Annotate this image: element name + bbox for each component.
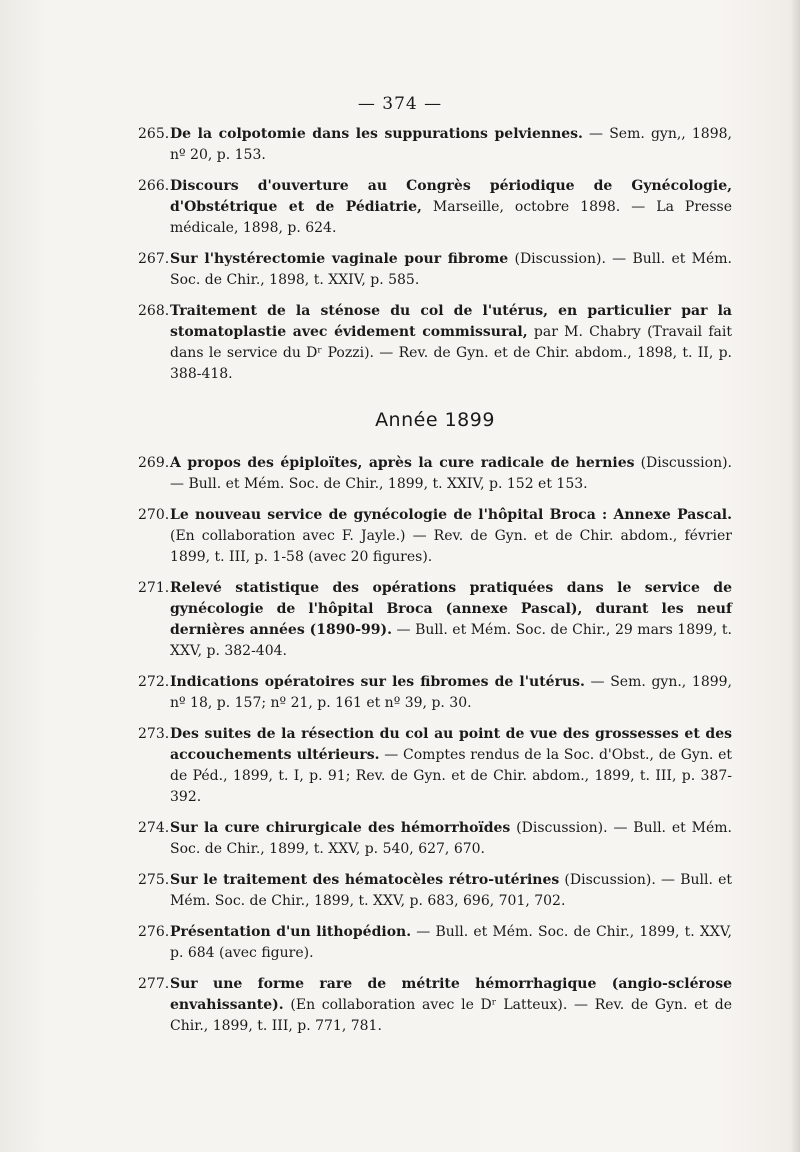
- entry-title: Sur le traitement des hématocèles rétro-utérines: [170, 872, 560, 888]
- entry-number: 269.: [138, 455, 170, 471]
- entry-citation: — Bull. et Mém. Soc. de Chir., 29 mars 1899, t. XXV, p. 382-404.: [170, 622, 732, 659]
- entry-number: 275.: [138, 872, 170, 888]
- section-heading-1899: Année 1899: [375, 409, 495, 431]
- entry-title: Indications opératoires sur les fibromes de l'utérus.: [170, 674, 585, 690]
- entry-text: [170, 724, 732, 808]
- entry-text: [170, 124, 732, 166]
- bibliography-entry: [138, 870, 732, 912]
- bibliography-entry: [138, 124, 732, 166]
- entry-text: [170, 922, 732, 964]
- entry-title: Sur une forme rare de métrite hémorrhagique (angio-sclérose envahissante).: [170, 976, 732, 1013]
- entry-text: [170, 176, 732, 239]
- entry-text: [170, 301, 732, 385]
- entry-title: De la colpotomie dans les suppurations pelviennes.: [170, 126, 583, 142]
- bibliography-list: [138, 124, 732, 1047]
- entry-text: [170, 870, 732, 912]
- entry-number: 276.: [138, 924, 170, 940]
- bibliography-entry: [138, 672, 732, 714]
- bibliography-entry: [138, 818, 732, 860]
- entry-number: 268.: [138, 303, 170, 319]
- entry-number: 272.: [138, 674, 170, 690]
- entry-number: 274.: [138, 820, 170, 836]
- entry-title: Discours d'ouverture au Congrès périodique de Gynécologie, d'Obstétrique et de Pédiatrie,: [170, 178, 732, 215]
- entry-title: Sur l'hystérectomie vaginale pour fibrome: [170, 251, 509, 267]
- bibliography-entry: [138, 249, 732, 291]
- entry-text: [170, 578, 732, 662]
- entry-citation: (Discussion). — Bull. et Mém. Soc. de Chir., 1899, t. XXIV, p. 152 et 153.: [170, 455, 732, 492]
- entry-text: [170, 453, 732, 495]
- page-edge-shadow: [790, 0, 800, 1152]
- entry-text: [170, 974, 732, 1037]
- entry-title: Sur la cure chirurgicale des hémorrhoïdes: [170, 820, 511, 836]
- entry-number: 273.: [138, 726, 170, 742]
- entry-title: Des suites de la résection du col au point de vue des grossesses et des accouchements ultérieurs.: [170, 726, 732, 763]
- entry-number: 267.: [138, 251, 170, 267]
- entry-text: [170, 818, 732, 860]
- bibliography-entry: [138, 922, 732, 964]
- entry-citation: (Discussion). — Bull. et Mém. Soc. de Chir., 1898, t. XXIV, p. 585.: [170, 251, 732, 288]
- bibliography-entry: [138, 974, 732, 1037]
- entry-text: [170, 672, 732, 714]
- entry-citation: (Discussion). — Bull. et Mém. Soc. de Chir., 1899, t. XXV, p. 540, 627, 670.: [170, 820, 732, 857]
- entry-number: 265.: [138, 126, 170, 142]
- entry-number: 266.: [138, 178, 170, 194]
- entries-1898: [138, 124, 732, 385]
- bibliography-entry: [138, 578, 732, 662]
- entry-title: Présentation d'un lithopédion.: [170, 924, 412, 940]
- entry-citation: — Sem. gyn,, 1898, nº 20, p. 153.: [170, 126, 732, 163]
- entry-title: Traitement de la sténose du col de l'utérus, en particulier par la stomatoplastie avec évidement commissural,: [170, 303, 732, 340]
- entries-1899: [138, 453, 732, 1037]
- entry-citation: (Discussion). — Bull. et Mém. Soc. de Chir., 1899, t. XXV, p. 683, 696, 701, 702.: [170, 872, 732, 909]
- entry-text: [170, 505, 732, 568]
- entry-citation: — Sem. gyn., 1899, nº 18, p. 157; nº 21, p. 161 et nº 39, p. 30.: [170, 674, 732, 711]
- entry-title: A propos des épiploïtes, après la cure radicale de hernies: [170, 455, 635, 471]
- entry-title: Le nouveau service de gynécologie de l'hôpital Broca : Annexe Pascal.: [170, 507, 732, 523]
- entry-citation: — Comptes rendus de la Soc. d'Obst., de Gyn. et de Péd., 1899, t. I, p. 91; Rev. de Gyn. et de Chir. abdom., 1899, t. III, p. 387-392.: [170, 747, 732, 805]
- entry-citation: par M. Chabry (Travail fait dans le service du Dʳ Pozzi). — Rev. de Gyn. et de Chir. abdom., 1898, t. II, p. 388-418.: [170, 324, 733, 382]
- entry-title: Relevé statistique des opérations pratiquées dans le service de gynécologie de l'hôpital Broca (annexe Pascal), durant les neuf dernières années (1890-99).: [170, 580, 732, 638]
- entry-citation: (En collaboration avec F. Jayle.) — Rev. de Gyn. et de Chir. abdom., février 1899, t. III, p. 1-58 (avec 20 figures).: [170, 528, 732, 565]
- bibliography-entry: [138, 301, 732, 385]
- bibliography-entry: [138, 724, 732, 808]
- bibliography-entry: [138, 176, 732, 239]
- entry-citation: Marseille, octobre 1898. — La Presse médicale, 1898, p. 624.: [170, 199, 732, 236]
- entry-citation: (En collaboration avec le Dʳ Latteux). — Rev. de Gyn. et de Chir., 1899, t. III, p. 771, 781.: [170, 997, 732, 1034]
- entry-number: 270.: [138, 507, 170, 523]
- bibliography-entry: [138, 453, 732, 495]
- entry-number: 271.: [138, 580, 170, 596]
- page-number: — 374 —: [357, 94, 443, 114]
- bibliography-entry: [138, 505, 732, 568]
- entry-number: 277.: [138, 976, 170, 992]
- entry-text: [170, 249, 732, 291]
- entry-citation: — Bull. et Mém. Soc. de Chir., 1899, t. XXV, p. 684 (avec figure).: [170, 924, 732, 961]
